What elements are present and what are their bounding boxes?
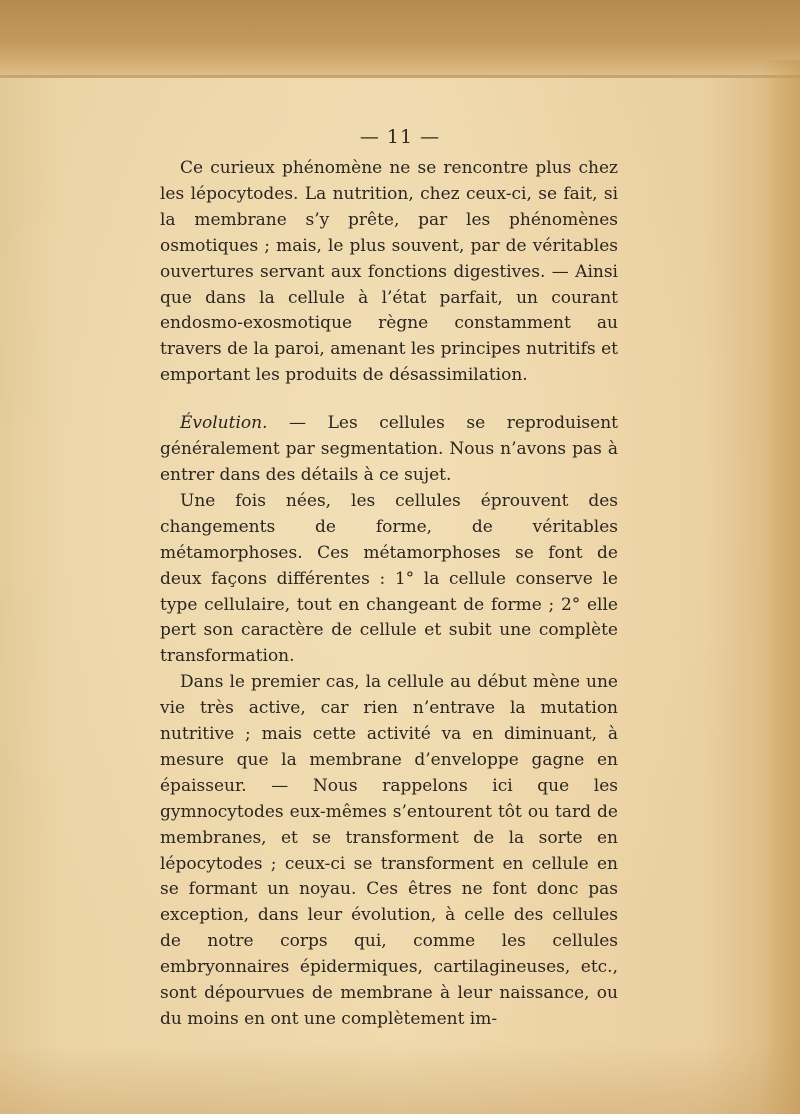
paragraph-2-text: — Les cellules se reproduisent généralement par segmentation. Nous n’avons pas à entrer dans des détails à ce sujet. [160, 413, 618, 485]
body-text [160, 156, 618, 1033]
paragraph-1-text: Ce curieux phénomène ne se rencontre plus chez les lépocytodes. La nutrition, chez ceux-ci, se fait, si la membrane s’y prête, par les phénomènes osmotiques ; mais, le plus souvent, par de véritables ouvertures servant aux fonctions digestives. — Ainsi que dans la cellule à l’état parfait, un courant endosmo-exosmotique règne constamment au travers de la paroi, amenant les principes nutritifs et emportant les produits de désassimilation. [160, 158, 618, 386]
paragraph-3 [160, 489, 618, 670]
page-number: — 11 — [359, 126, 441, 148]
paragraph-4-text: Dans le premier cas, la cellule au début mène une vie très active, car rien n’entrave la mutation nutritive ; mais cette activité va en diminuant, à mesure que la membrane d’enveloppe gagne en épaisseur. — Nous rappelons ici que les gymnocytodes eux-mêmes s’entourent tôt ou tard de membranes, et se transforment de la sorte en lépocytodes ; ceux-ci se transforment en cellule en se formant un noyau. Ces êtres ne font donc pas exception, dans leur évolution, à celle des cellules de notre corps qui, comme les cellules embryonnaires épidermiques, cartilagineuses, etc., sont dépourvues de membrane à leur naissance, ou du moins en ont une complètement im- [160, 672, 618, 1029]
paragraph-1 [160, 156, 618, 389]
page-right-edge [762, 60, 800, 1114]
paragraph-3-text: Une fois nées, les cellules éprouvent des changements de forme, de véritables métamorphoses. Ces métamorphoses se font de deux façons différentes : 1° la cellule conserve le type cellulaire, tout en changeant de forme ; 2° elle pert son caractère de cellule et subit une complète transformation. [160, 490, 618, 667]
page-top-edge [0, 0, 800, 78]
paragraph-2 [160, 411, 618, 489]
paragraph-4 [160, 670, 618, 1033]
section-heading-evolution: Évolution. [180, 413, 268, 434]
page-bottom-edge [0, 1044, 800, 1114]
